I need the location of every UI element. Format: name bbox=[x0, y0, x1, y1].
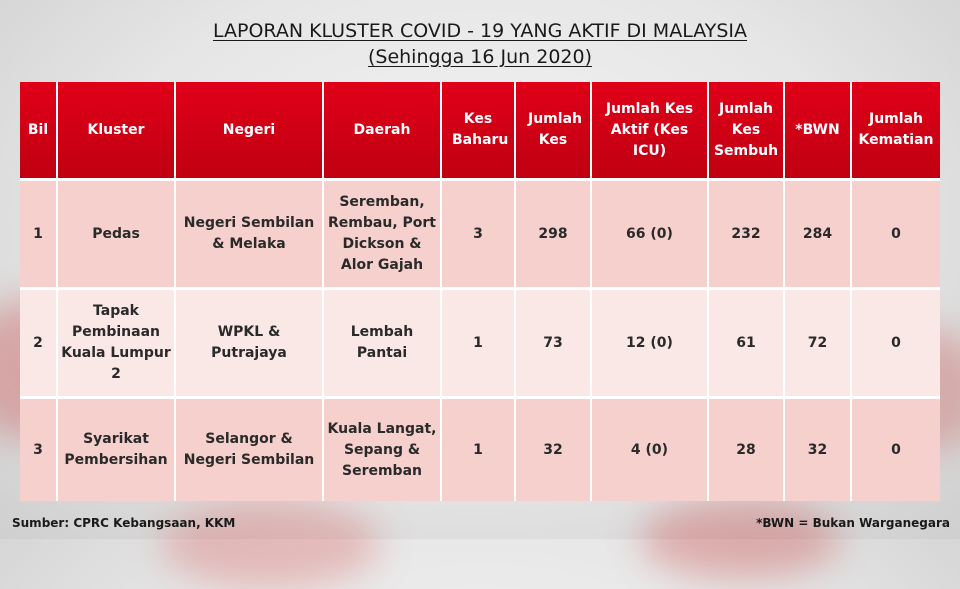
cell-jumlah-kes-aktif: 4 (0) bbox=[592, 396, 709, 501]
header-daerah: Daerah bbox=[324, 82, 442, 178]
header-jumlah-kes: Jumlah Kes bbox=[516, 82, 592, 178]
cell-jumlah-kes-sembuh: 232 bbox=[709, 178, 785, 287]
cell-kluster: Pedas bbox=[58, 178, 176, 287]
table-row bbox=[20, 396, 940, 501]
cell-daerah: Lembah Pantai bbox=[324, 287, 442, 396]
cell-kluster: Syarikat Pembersihan bbox=[58, 396, 176, 501]
header-kluster: Kluster bbox=[58, 82, 176, 178]
report-title: LAPORAN KLUSTER COVID - 19 YANG AKTIF DI MALAYSIA bbox=[212, 20, 748, 42]
cell-kes-baharu: 3 bbox=[442, 178, 516, 287]
cell-bwn: 32 bbox=[785, 396, 852, 501]
source-note: Sumber: CPRC Kebangsaan, KKM bbox=[12, 516, 236, 530]
bwn-footnote: *BWN = Bukan Warganegara bbox=[756, 516, 950, 530]
cell-jumlah-kes-sembuh: 28 bbox=[709, 396, 785, 501]
cell-daerah: Kuala Langat, Sepang & Seremban bbox=[324, 396, 442, 501]
header-bil: Bil bbox=[20, 82, 58, 178]
cell-negeri: Selangor & Negeri Sembilan bbox=[176, 396, 324, 501]
background-blur bbox=[640, 499, 840, 579]
cell-jumlah-kes-aktif: 66 (0) bbox=[592, 178, 709, 287]
cell-bil: 2 bbox=[20, 287, 58, 396]
table-header-row bbox=[20, 82, 940, 178]
cell-jumlah-kes: 32 bbox=[516, 396, 592, 501]
header-jumlah-kes-aktif: Jumlah Kes Aktif (Kes ICU) bbox=[592, 82, 709, 178]
header-kes-baharu: Kes Baharu bbox=[442, 82, 516, 178]
header-negeri: Negeri bbox=[176, 82, 324, 178]
header-jumlah-kematian: Jumlah Kematian bbox=[852, 82, 940, 178]
cell-jumlah-kematian: 0 bbox=[852, 287, 940, 396]
cell-jumlah-kes: 73 bbox=[516, 287, 592, 396]
cell-bwn: 284 bbox=[785, 178, 852, 287]
report-date: (Sehingga 16 Jun 2020) bbox=[367, 46, 593, 68]
cell-jumlah-kes-sembuh: 61 bbox=[709, 287, 785, 396]
cluster-table bbox=[20, 82, 940, 501]
header-bwn: *BWN bbox=[785, 82, 852, 178]
cell-jumlah-kes: 298 bbox=[516, 178, 592, 287]
cell-jumlah-kematian: 0 bbox=[852, 396, 940, 501]
cell-jumlah-kematian: 0 bbox=[852, 178, 940, 287]
cell-daerah: Seremban, Rembau, Port Dickson & Alor Gajah bbox=[324, 178, 442, 287]
background-blur bbox=[160, 499, 380, 589]
cell-bil: 1 bbox=[20, 178, 58, 287]
cell-negeri: WPKL & Putrajaya bbox=[176, 287, 324, 396]
cell-negeri: Negeri Sembilan & Melaka bbox=[176, 178, 324, 287]
header-jumlah-kes-sembuh: Jumlah Kes Sembuh bbox=[709, 82, 785, 178]
table-row bbox=[20, 178, 940, 287]
cell-bil: 3 bbox=[20, 396, 58, 501]
cell-kes-baharu: 1 bbox=[442, 287, 516, 396]
cell-jumlah-kes-aktif: 12 (0) bbox=[592, 287, 709, 396]
cell-bwn: 72 bbox=[785, 287, 852, 396]
cell-kes-baharu: 1 bbox=[442, 396, 516, 501]
table-row bbox=[20, 287, 940, 396]
cell-kluster: Tapak Pembinaan Kuala Lumpur 2 bbox=[58, 287, 176, 396]
